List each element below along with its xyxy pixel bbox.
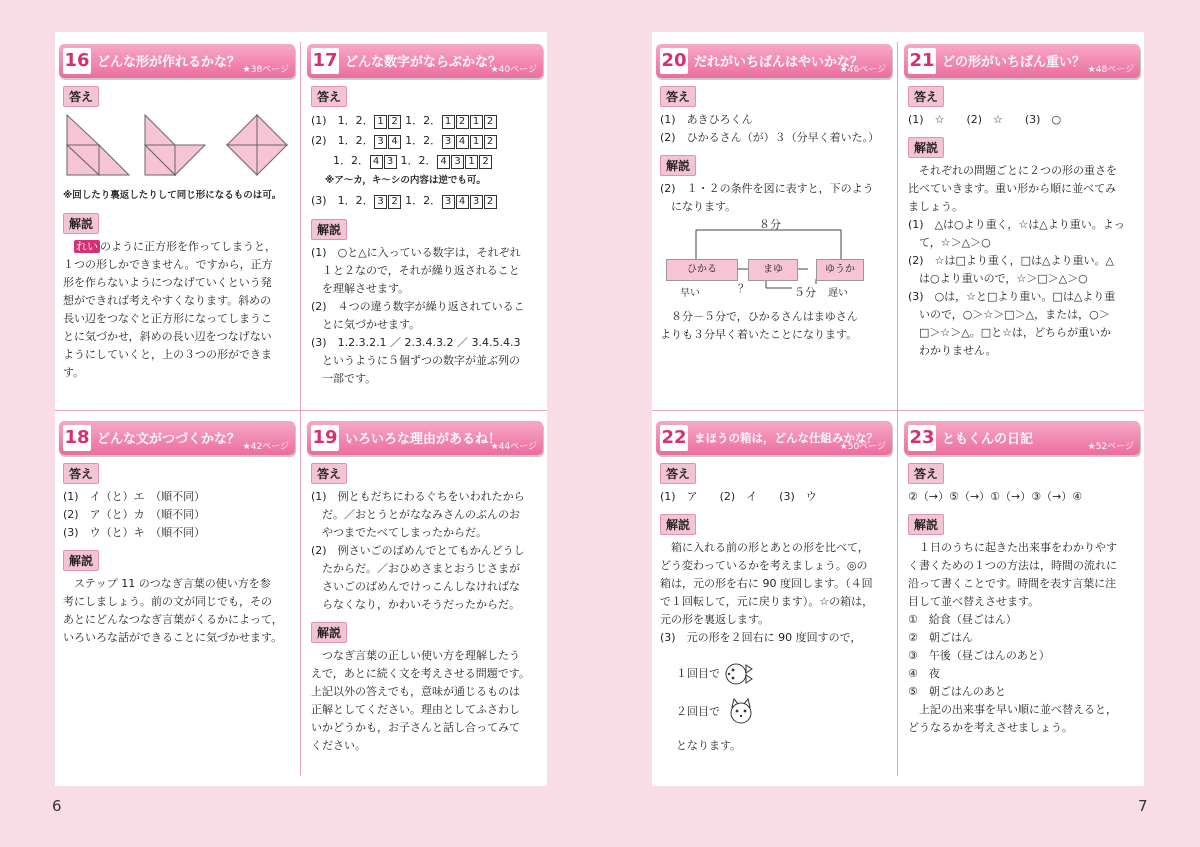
explanation-text: １日のうちに起きた出来事をわかりやす く書くための１つの方法は，時間の流れに 沿って書くことです。時間を表す言葉に注 目して並べ替えさせます。 ① 給食（昼ごはん） ② 朝ごはん ③ 午後（昼ごはんのあと） ④ 夜 ⑤ 朝ごはんのあと 上記の出来事を早い順に並べ替えると， どうなるかを考えさせましょう。 <box>908 541 1117 734</box>
answer-list: (1) あきひろくん (2) ひかるさん（が）３（分早く着いた。） <box>660 113 880 144</box>
left-page <box>55 32 547 786</box>
section-title: どの形がいちばん重い？ <box>942 55 1086 70</box>
section-23 <box>904 421 1140 737</box>
page-reference: ★42ページ <box>242 442 289 452</box>
section-title: どんな数字がならぶかな？ <box>345 55 502 70</box>
row-divider <box>55 410 547 411</box>
cat-face-icon <box>724 697 758 727</box>
answer-text: (1) ☆ (2) ☆ (3) ○ <box>908 113 1062 126</box>
answer-label: 答え <box>908 463 944 484</box>
section-title: どんな形が作れるかな？ <box>97 55 241 70</box>
answer-text: (1) ア (2) イ (3) ウ <box>660 490 817 503</box>
section-number: 17 <box>311 48 339 74</box>
unknown-label: ？ <box>738 282 749 295</box>
answer-label: 答え <box>63 86 99 107</box>
explanation-text: つなぎ言葉の正しい使い方を理解したう えで，あとに続く文を考えさせる問題です。 上記以外の答えでも，意味が通じるものは 正解としてください。理由としてふさわし いかどうかも，お子さんと話し合ってみて ください。 <box>311 649 530 752</box>
section-number: 22 <box>660 425 688 451</box>
column-divider <box>300 42 301 776</box>
section-header <box>307 44 543 78</box>
right-page <box>652 32 1144 786</box>
section-header <box>656 421 892 455</box>
section-18 <box>59 421 295 647</box>
section-header <box>656 44 892 78</box>
example-marker: れい <box>76 240 98 253</box>
name-box-mayu: まゆ <box>748 259 798 281</box>
number-sequence-answers: (1) 1．2． 1 2 1．2． 1 2 1 2 (2) 1．2． 3 4 1．2． 3 4 1 2 1．2． 4 3 1．2． 4 3 1 2 ※ア～カ，キ～シの内容は逆でも可。 (3) 1．2． 3 2 1．2． 3 4 3 2 <box>307 111 543 211</box>
row-divider <box>652 410 1144 411</box>
conclusion-text: となります。 <box>676 739 742 752</box>
section-header <box>59 421 295 455</box>
answer-text: ②（→）⑤（→）①（→）③（→）④ <box>908 490 1083 503</box>
answer-note: ※回したり裏返したりして同じ形になるものは可。 <box>63 190 282 201</box>
section-number: 18 <box>63 425 91 451</box>
explanation-text: (2) １・２の条件を図に表すと，下のよう になります。 <box>660 182 874 213</box>
turn-one-label: １回目で <box>676 667 720 680</box>
explanation-text: れい のように正方形を作ってしまうと， １つの形しかできません。ですから，正方 形を作らないようにつなげていくという発 想ができれば考えやすくなります。斜めの 長い辺をつなぐと正方形になってしまうこ とに気づかせ，斜めの長い辺をつなげない ようにしていくと，上の３つの形ができま す。 <box>63 240 276 379</box>
answer-label: 答え <box>311 463 347 484</box>
explanation-label: 解説 <box>311 219 347 240</box>
explanation-label: 解説 <box>660 514 696 535</box>
page-number-right: 7 <box>1138 797 1148 815</box>
section-17 <box>307 44 543 388</box>
turn-two-label: ２回目で <box>676 705 720 718</box>
page-reference: ★44ページ <box>490 442 537 452</box>
answer-label: 答え <box>908 86 944 107</box>
section-header <box>59 44 295 78</box>
page-reference: ★40ページ <box>490 65 537 75</box>
page-reference: ★50ページ <box>839 442 886 452</box>
section-19 <box>307 421 543 755</box>
triangle-shapes-figure <box>59 111 295 183</box>
section-number: 20 <box>660 48 688 74</box>
eight-minutes-label: ８分 <box>759 218 781 231</box>
section-16 <box>59 44 295 382</box>
explanation-label: 解説 <box>908 514 944 535</box>
section-20 <box>656 44 892 344</box>
arrival-time-diagram <box>666 218 892 302</box>
answer-label: 答え <box>660 86 696 107</box>
explanation-conclusion: ８分－５分で，ひかるさんはまゆさん よりも３分早く着いたことになります。 <box>660 310 858 341</box>
section-title: だれがいちばんはやいかな？ <box>694 55 864 70</box>
explanation-text: 箱に入れる前の形とあとの形を比べて， どう変わっているかを考えましょう。◎の 箱は，元の形を右に 90 度回します。（４回 で１回転して，元に戻ります）。☆の箱は， 元の形を裏返します。 (3) 元の形を２回右に 90 度回すので， １回目で ２回目で となります。 <box>656 539 892 755</box>
answer-list: (1) イ（と）エ （順不同） (2) ア（と）カ （順不同） (3) ウ（と）キ （順不同） <box>63 490 206 539</box>
explanation-text: それぞれの問題ごとに２つの形の重さを 比べていきます。重い形から順に並べてみ ましょう。 (1) △は○より重く，☆は△より重い。よっ て，☆＞△＞○ (2) ☆は□より重く，□は△より重い。△ は○より重いので，☆＞□＞△＞○ (3) ○は，☆と□より重い。□は△より重 いので，○＞☆＞□＞△，または，○＞ □＞☆＞△。□と☆は，どちらが重いか わかりません。 <box>908 164 1125 357</box>
answer-label: 答え <box>63 463 99 484</box>
section-21 <box>904 44 1140 360</box>
section-number: 16 <box>63 48 91 74</box>
section-number: 19 <box>311 425 339 451</box>
name-box-hikaru: ひかる <box>666 259 738 281</box>
answer-note: ※ア～カ，キ～シの内容は逆でも可。 <box>325 175 486 186</box>
explanation-text: (1) ○と△に入っている数字は，それぞれ １と２なので，それが繰り返されること を理解させます。 (2) ４つの違う数字が繰り返されているこ とに気づかせます。 (3) 1.2.3.2.1 ／ 2.3.4.3.2 ／ 3.4.5.4.3 というように５個ずつの数字が並ぶ列の 一部です。 <box>311 246 525 385</box>
late-label: 遅い <box>828 288 848 299</box>
section-title: ともくんの日記 <box>942 432 1034 447</box>
cat-face-icon <box>724 661 754 687</box>
answer-label: 答え <box>311 86 347 107</box>
name-box-yuuka: ゆうか <box>816 259 864 281</box>
section-title: まほうの箱は，どんな仕組みかな？ <box>694 431 878 445</box>
page-reference: ★46ページ <box>839 65 886 75</box>
page-reference: ★48ページ <box>1087 65 1134 75</box>
explanation-label: 解説 <box>908 137 944 158</box>
section-number: 23 <box>908 425 936 451</box>
section-number: 21 <box>908 48 936 74</box>
page-reference: ★38ページ <box>242 65 289 75</box>
explanation-text: ステップ 11 のつなぎ言葉の使い方を参 考にしましょう。前の文が同じでも，その あとにどんなつなぎ言葉がくるかによって， いろいろな話ができることに気づかせます。 <box>63 577 283 644</box>
section-22 <box>656 421 892 755</box>
early-label: 早い <box>680 288 700 299</box>
explanation-label: 解説 <box>63 550 99 571</box>
answer-label: 答え <box>660 463 696 484</box>
section-title: いろいろな理由があるね！ <box>345 432 502 447</box>
explanation-label: 解説 <box>660 155 696 176</box>
explanation-label: 解説 <box>311 622 347 643</box>
section-title: どんな文がつづくかな？ <box>97 432 241 447</box>
explanation-label: 解説 <box>63 213 99 234</box>
five-minutes-label: ５分 <box>794 286 816 299</box>
column-divider <box>897 42 898 776</box>
section-header <box>904 44 1140 78</box>
section-header <box>307 421 543 455</box>
answer-list: (1) 例ともだちにわるぐちをいわれたから だ。／おとうとがななみさんのぶんのお やつまでたべてしまったからだ。 (2) 例さいごのばめんでとてもかんどうし たからだ。／おひめさまとおうじさまが さいごのばめんでけっこんしなければな らなくなり，かわいそうだったからだ。 <box>311 490 525 611</box>
page-number-left: 6 <box>52 797 62 815</box>
page-reference: ★52ページ <box>1087 442 1134 452</box>
section-header <box>904 421 1140 455</box>
